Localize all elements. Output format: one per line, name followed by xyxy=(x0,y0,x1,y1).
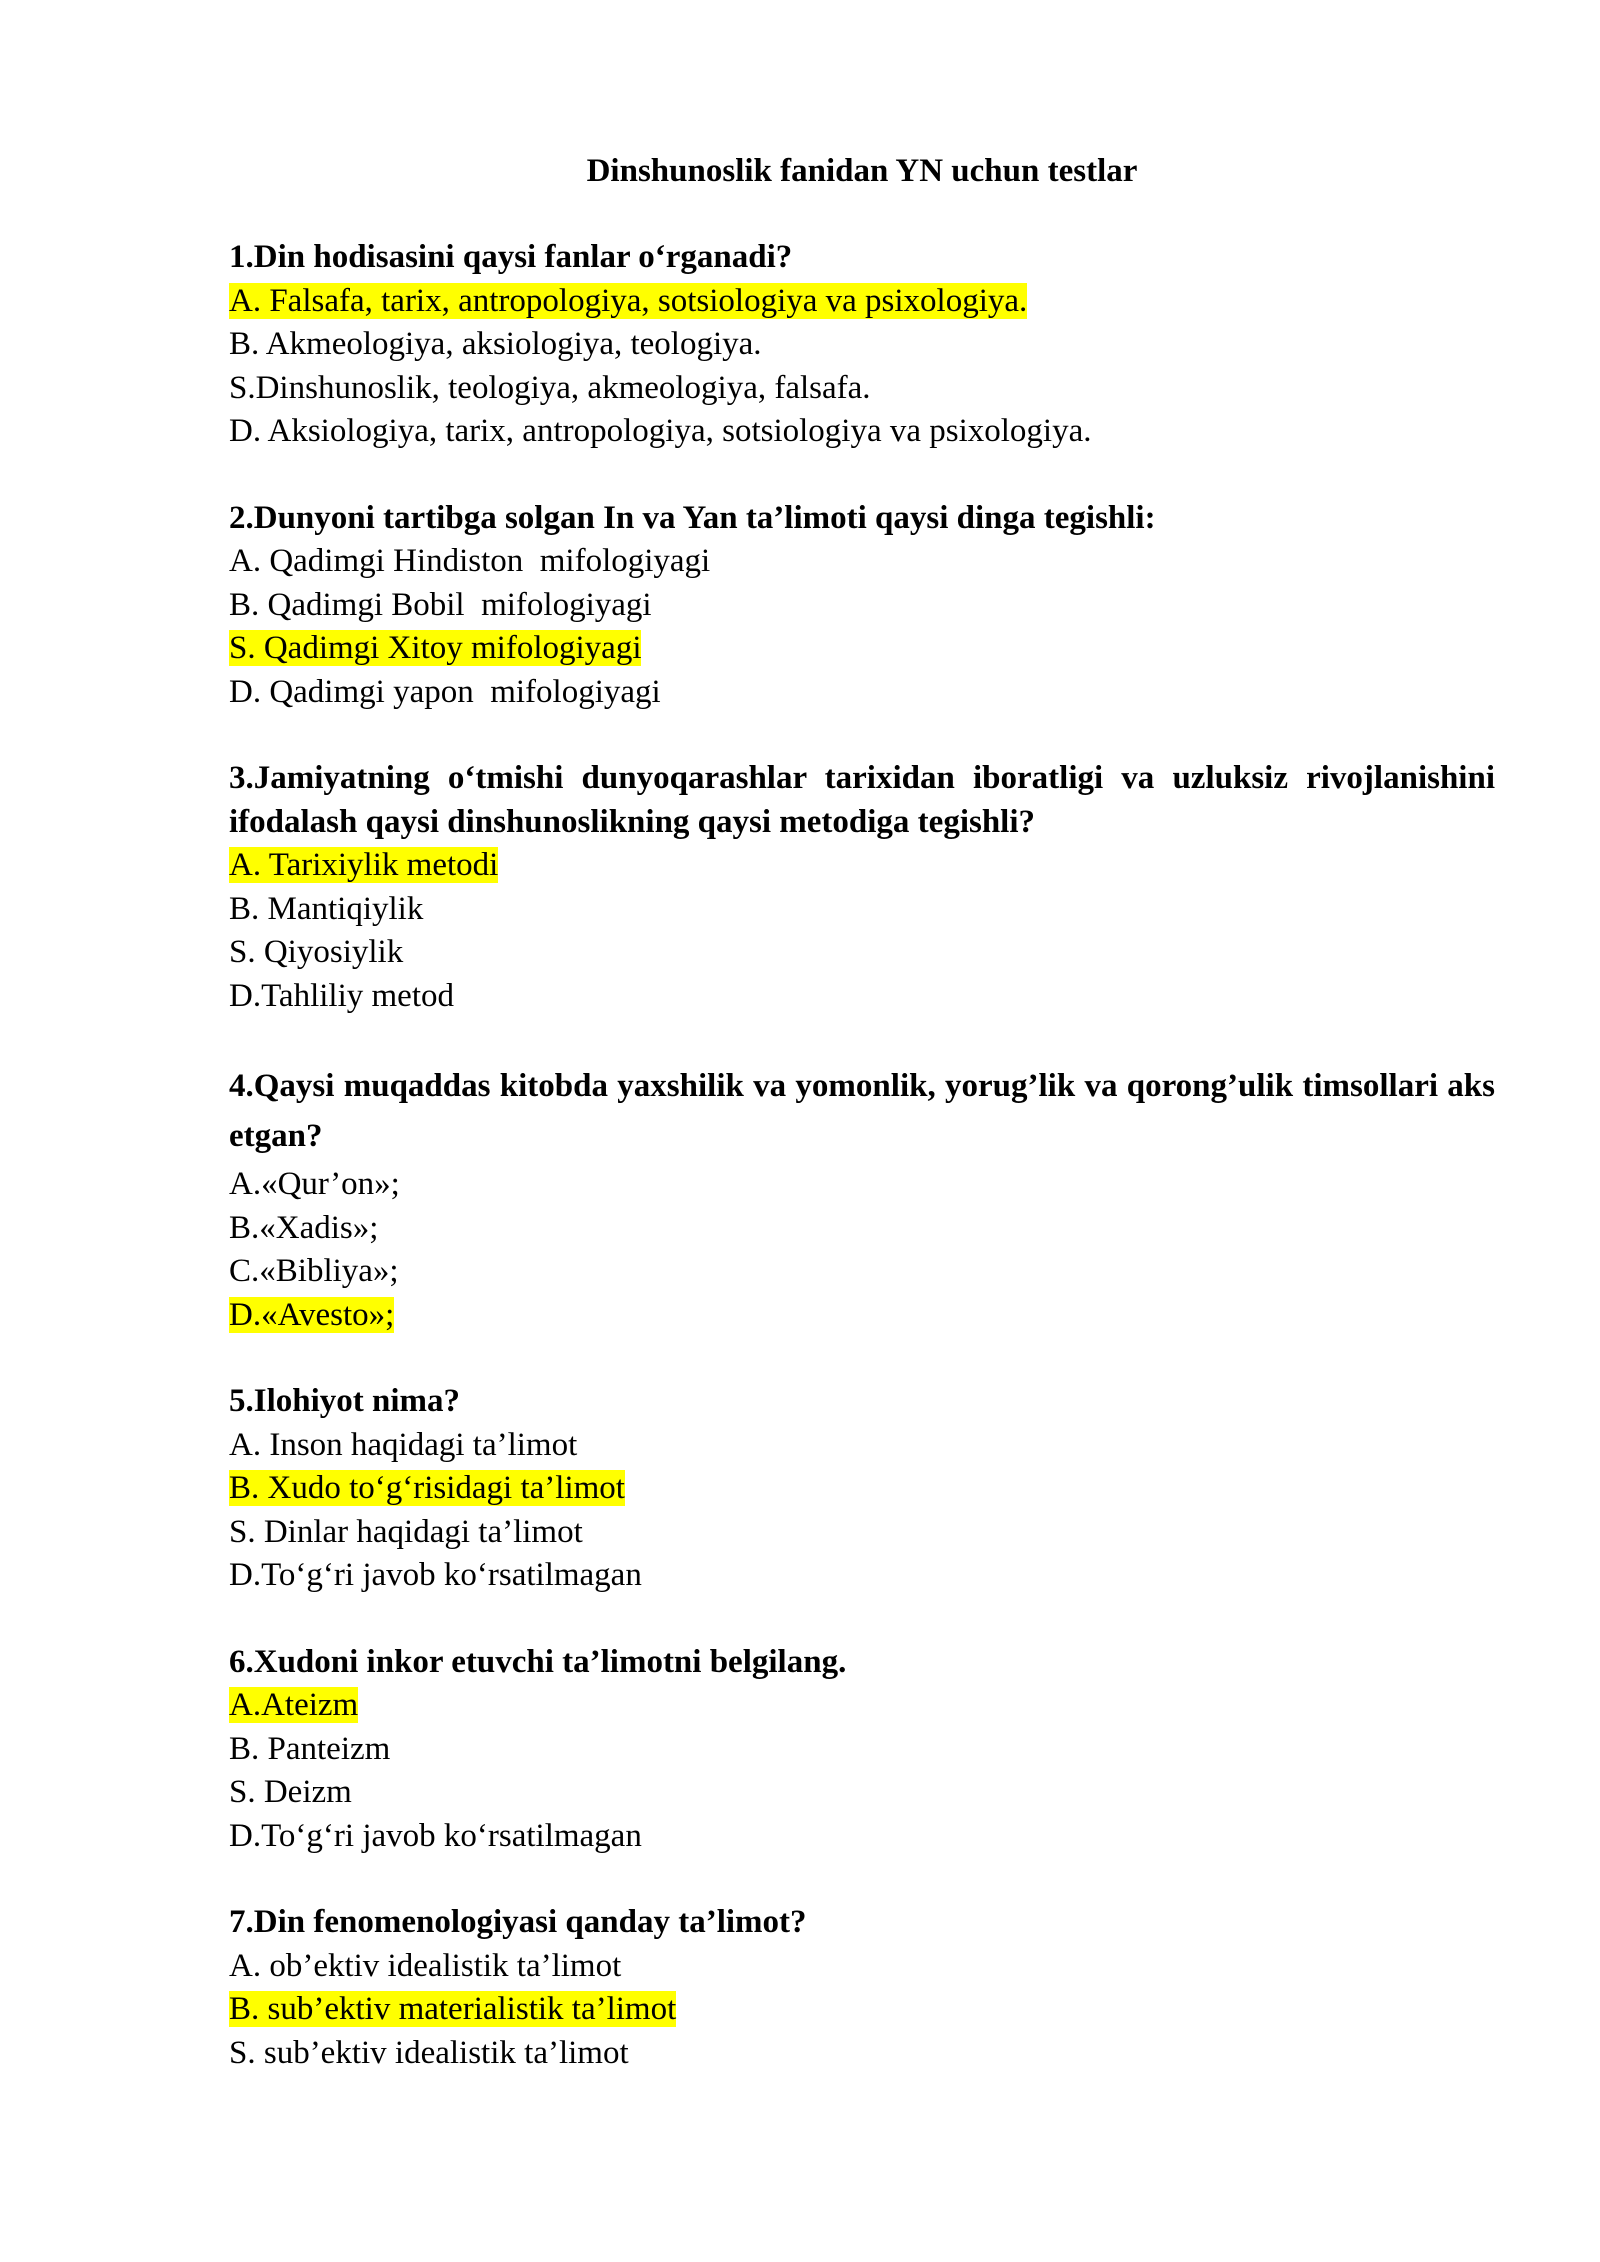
option-c xyxy=(229,1250,1495,1294)
option-text: A.«Qur’on»; xyxy=(229,1166,400,1202)
option-a xyxy=(229,1424,1495,1468)
option-d xyxy=(229,1294,1495,1338)
option-s xyxy=(229,627,1495,671)
option-a xyxy=(229,1945,1495,1989)
option-text: D.To‘g‘ri javob ko‘rsatilmagan xyxy=(229,1557,642,1593)
option-text: C.«Bibliya»; xyxy=(229,1253,399,1289)
options-list xyxy=(229,1424,1495,1598)
question-1 xyxy=(229,236,1495,454)
option-text: D.Tahliliy metod xyxy=(229,977,454,1014)
question-4 xyxy=(229,1061,1495,1337)
option-text: A.Ateizm xyxy=(229,1687,359,1723)
option-a xyxy=(229,1163,1495,1207)
option-text: B.«Xadis»; xyxy=(229,1209,379,1246)
option-text: B. Akmeologiya, aksiologiya, teologiya. xyxy=(229,326,762,362)
option-text: D.To‘g‘ri javob ko‘rsatilmagan xyxy=(229,1817,642,1854)
option-text: D. Qadimgi yapon mifologiyagi xyxy=(229,673,661,710)
option-b xyxy=(229,1207,1495,1251)
option-text: A. Tarixiylik metodi xyxy=(229,847,499,883)
option-s xyxy=(229,931,1495,975)
options-list xyxy=(229,844,1495,1018)
options-list xyxy=(229,280,1495,454)
question-text: 6.Xudoni inkor etuvchi ta’limotni belgilang. xyxy=(229,1643,847,1680)
question-text: 7.Din fenomenologiyasi qanday ta’limot? xyxy=(229,1904,807,1940)
option-text: S.Dinshunoslik, teologiya, akmeologiya, falsafa. xyxy=(229,369,871,406)
option-text: S. Deizm xyxy=(229,1774,352,1810)
question-text: 5.Ilohiyot nima? xyxy=(229,1383,461,1419)
option-a xyxy=(229,540,1495,584)
option-text: B. sub’ektiv materialistik ta’limot xyxy=(229,1991,677,2027)
option-b xyxy=(229,1988,1495,2032)
option-a xyxy=(229,844,1495,888)
question-text: 2.Dunyoni tartibga solgan In va Yan ta’limoti qaysi dinga tegishli: xyxy=(229,499,1156,536)
question-text: 1.Din hodisasini qaysi fanlar o‘rganadi? xyxy=(229,239,793,275)
options-list xyxy=(229,540,1495,714)
question-2 xyxy=(229,497,1495,715)
option-d xyxy=(229,1554,1495,1598)
option-text: D.«Avesto»; xyxy=(229,1296,395,1333)
option-text: S. Qadimgi Xitoy mifologiyagi xyxy=(229,630,642,666)
document-page xyxy=(229,150,1495,2118)
option-d xyxy=(229,410,1495,454)
option-b xyxy=(229,1467,1495,1511)
option-s xyxy=(229,1511,1495,1555)
options-list xyxy=(229,1163,1495,1337)
option-text: S. Qiyosiylik xyxy=(229,934,404,970)
option-b xyxy=(229,1728,1495,1772)
option-d xyxy=(229,671,1495,715)
question-5 xyxy=(229,1380,1495,1598)
question-6 xyxy=(229,1641,1495,1859)
option-b xyxy=(229,888,1495,932)
option-s xyxy=(229,2032,1495,2076)
option-s xyxy=(229,1771,1495,1815)
option-b xyxy=(229,323,1495,367)
option-text: D. Aksiologiya, tarix, antropologiya, sotsiologiya va psixologiya. xyxy=(229,413,1092,449)
option-a xyxy=(229,280,1495,324)
option-a xyxy=(229,1684,1495,1728)
option-s xyxy=(229,367,1495,411)
option-text: S. sub’ektiv idealistik ta’limot xyxy=(229,2034,629,2071)
option-text: A. Falsafa, tarix, antropologiya, sotsiologiya va psixologiya. xyxy=(229,282,1028,319)
question-7 xyxy=(229,1901,1495,2075)
option-b xyxy=(229,584,1495,628)
option-text: A. Qadimgi Hindiston mifologiyagi xyxy=(229,543,711,579)
option-text: A. ob’ektiv idealistik ta’limot xyxy=(229,1947,622,1984)
document-title: Dinshunoslik fanidan YN uchun testlar xyxy=(586,153,1138,189)
option-d xyxy=(229,1815,1495,1859)
option-text: A. Inson haqidagi ta’limot xyxy=(229,1426,578,1463)
option-text: B. Panteizm xyxy=(229,1730,391,1767)
option-text: S. Dinlar haqidagi ta’limot xyxy=(229,1513,583,1550)
question-text: 4.Qaysi muqaddas kitobda yaxshilik va yomonlik, yorug’lik va qorong’ulik timsollari aks etgan? xyxy=(229,1068,1495,1154)
option-d xyxy=(229,975,1495,1019)
options-list xyxy=(229,1945,1495,2076)
option-text: B. Mantiqiylik xyxy=(229,890,424,927)
option-text: B. Xudo to‘g‘risidagi ta’limot xyxy=(229,1470,625,1506)
option-text: B. Qadimgi Bobil mifologiyagi xyxy=(229,586,652,623)
options-list xyxy=(229,1684,1495,1858)
question-3 xyxy=(229,757,1495,1018)
question-text: 3.Jamiyatning o‘tmishi dunyoqarashlar tarixidan iboratligi va uzluksiz rivojlanishini ifodalash qaysi dinshunoslikning qaysi metodiga tegishli? xyxy=(229,760,1495,840)
